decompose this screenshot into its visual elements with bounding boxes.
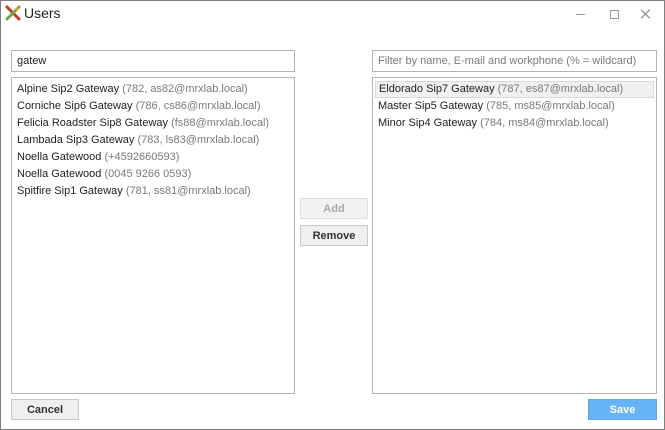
cancel-button[interactable]: Cancel [11,399,79,420]
list-item[interactable] [12,149,294,166]
list-item[interactable] [12,166,294,183]
user-detail: (787, es87@mrxlab.local) [497,83,624,95]
user-name: Minor Sip4 Gateway [378,117,478,129]
maximize-icon [610,10,619,19]
selected-users-list[interactable] [372,77,657,394]
list-item[interactable] [375,81,654,98]
user-detail: (+4592660593) [104,151,180,163]
user-detail: (782, as82@mrxlab.local) [122,83,248,95]
close-icon [641,9,651,19]
user-detail: (786, cs86@mrxlab.local) [135,100,261,112]
list-item[interactable] [12,183,294,200]
list-item[interactable] [12,98,294,115]
list-item[interactable] [373,98,656,115]
user-detail: (784, ms84@mrxlab.local) [480,117,609,129]
minimize-icon [576,14,585,15]
add-button[interactable]: Add [300,198,368,219]
available-users-list[interactable] [11,77,295,394]
list-item[interactable] [12,81,294,98]
minimize-button[interactable] [567,4,593,24]
save-button[interactable]: Save [588,399,657,420]
list-item[interactable] [12,132,294,149]
remove-button[interactable]: Remove [300,225,368,246]
user-name: Lambada Sip3 Gateway [17,134,135,146]
user-name: Felicia Roadster Sip8 Gateway [17,117,169,129]
user-name: Spitfire Sip1 Gateway [17,185,123,197]
window-title: Users [24,5,61,21]
title-bar [1,1,664,27]
list-item[interactable] [373,115,656,132]
maximize-button[interactable] [601,4,627,24]
list-item[interactable] [12,115,294,132]
close-button[interactable] [633,4,659,24]
user-name: Master Sip5 Gateway [378,100,484,112]
user-detail: (783, ls83@mrxlab.local) [137,134,260,146]
user-name: Eldorado Sip7 Gateway [379,83,495,95]
user-name: Noella Gatewood [17,151,102,163]
user-detail: (0045 9266 0593) [104,168,192,180]
user-name: Alpine Sip2 Gateway [17,83,120,95]
user-name: Noella Gatewood [17,168,102,180]
user-detail: (fs88@mrxlab.local) [171,117,270,129]
available-users-search-input[interactable] [11,50,295,72]
user-detail: (785, ms85@mrxlab.local) [486,100,615,112]
user-name: Corniche Sip6 Gateway [17,100,133,112]
user-detail: (781, ss81@mrxlab.local) [125,185,251,197]
x-logo-icon [5,5,21,21]
selected-users-filter-input[interactable] [372,50,657,72]
